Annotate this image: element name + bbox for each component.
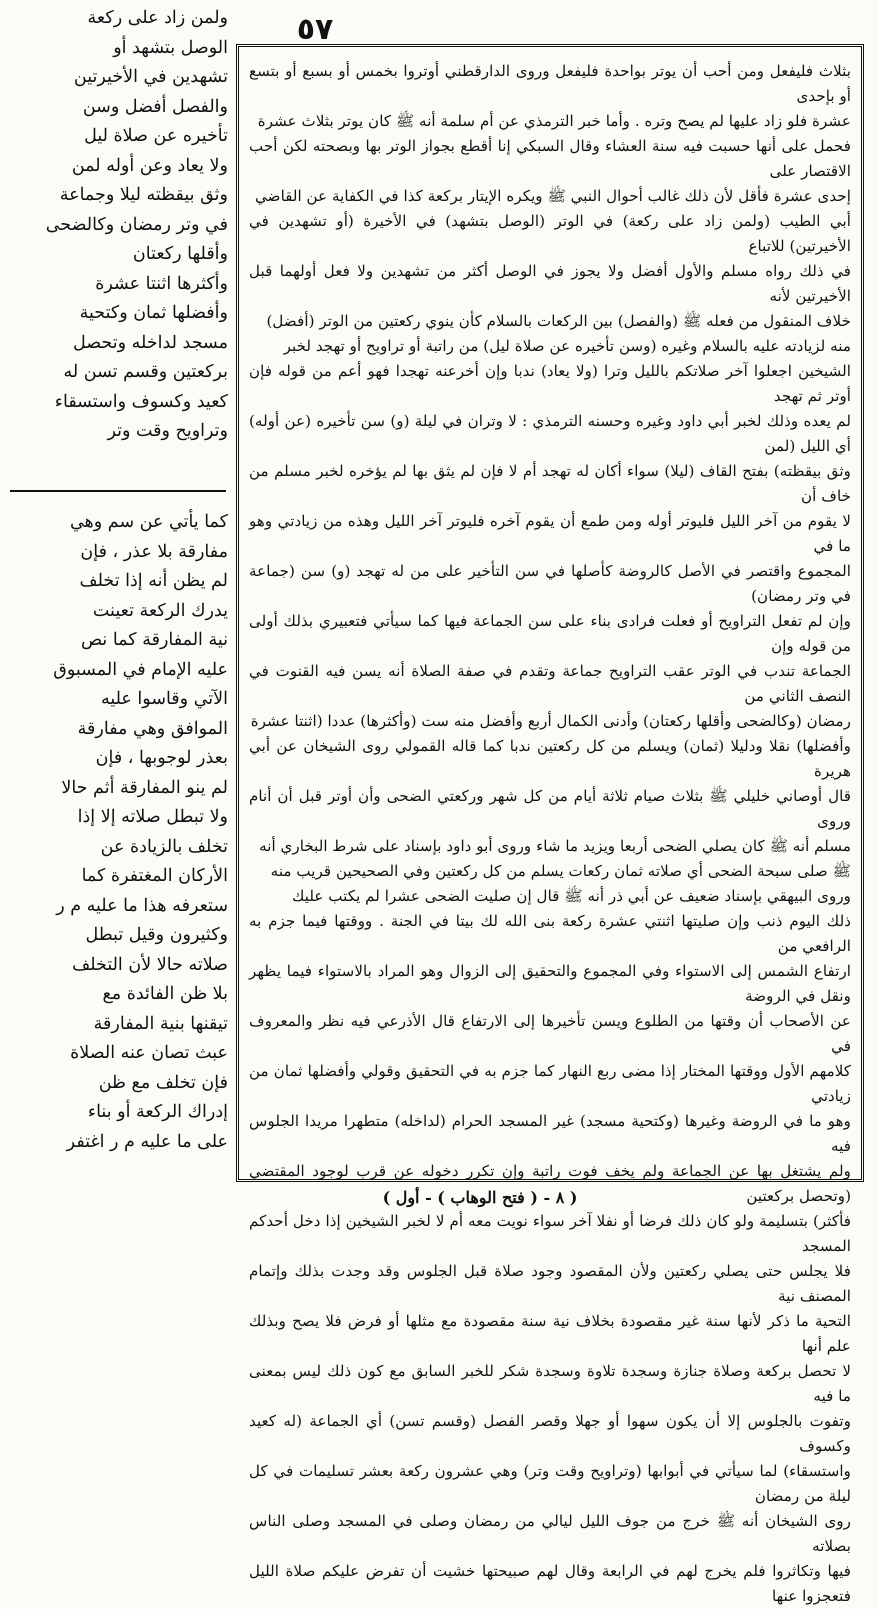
main-line: رمضان (وكالضحى وأقلها ركعتان) وأدنى الكمال أربع وأفضل منه ست (وأكثرها) عددا (اثنتا عشرة — [250, 712, 851, 730]
margin-line: تخلف بالزيادة عن — [100, 836, 228, 857]
main-line: لم يعده وذلك لخبر أبي داود وغيره وحسنه الترمذي : لا وتران في ليلة (و) سن تأخيره (عن أوله) أي الليل (لمن — [249, 412, 851, 455]
margin-line: مفارقة بلا عذر ، فإن — [80, 541, 228, 562]
main-line: ﷺ صلى سبحة الضحى أي صلاته ثمان ركعات يسلم من كل ركعتين وفي الصحيحين قريب منه — [270, 862, 851, 880]
margin-line: وثق بيقظته ليلا وجماعة — [59, 185, 228, 205]
main-line: بثلاث فليفعل ومن أحب أن يوتر بواحدة فليفعل وروى الدارقطني أوتروا بخمس أو بسبع أو بتسع أو بإحدى — [249, 62, 851, 105]
main-line: فيها وتكاثروا فلم يخرج لهم في الرابعة وقال لهم صبيحتها خشيت أن تفرض عليكم صلاة الليل فتعجزوا عنها — [249, 1562, 851, 1605]
main-line: ولم يشتغل بها عن الجماعة ولم يخف فوت راتبة وإن تكرر دخوله عن قرب لوجود المقتضي (وتحصل بركعتين — [249, 1162, 851, 1205]
margin-line: ولمن زاد على ركعة — [87, 8, 228, 28]
margin-line: بعذر لوجوبها ، فإن — [95, 748, 228, 768]
margin-line: وأقلها ركعتان — [132, 244, 228, 264]
main-line: الشيخين اجعلوا آخر صلاتكم بالليل وترا (ولا يعاد) ندبا وإن أخرعنه تهجدا فهو أعم من قوله فإن أوتر ثم تهجد — [249, 362, 851, 405]
margin-line: عبث تصان عنه الصلاة — [70, 1043, 228, 1063]
margin-hashiya-column — [8, 508, 228, 1243]
main-line: خلاف المنقول من فعله ﷺ (والفصل) بين الركعات بالسلام كأن ينوي ركعتين من الوتر (أفضل) — [266, 312, 851, 330]
margin-line: على ما عليه م ر اغتفر — [66, 1131, 228, 1152]
margin-line: ستعرفه هذا ما عليه م ر — [56, 895, 228, 916]
main-line: ذلك اليوم ذنب وإن صليتها اثنتي عشرة ركعة بنى الله لك بيتا في الجنة . ووقتها فيما جزم به الرافعي من — [249, 912, 851, 955]
main-line: روى الشيخان أنه ﷺ خرج من جوف الليل ليالي من رمضان وصلى في المسجد وصلى الناس بصلاته — [249, 1512, 851, 1555]
main-line: عشرة فلو زاد عليها لم يصح وتره . وأما خبر الترمذي عن أم سلمة أنه ﷺ كان يوتر بثلاث عشرة — [257, 112, 851, 130]
margin-line: تشهدين في الأخيرتين — [73, 67, 228, 87]
margin-line: صلاته حالا لأن التخلف — [72, 954, 228, 975]
main-line: ارتفاع الشمس إلى الاستواء وفي المجموع والتحقيق إلى الزوال وهو المراد بالاستواء فيما يظهر ونقل في الروضة — [249, 962, 851, 1005]
main-line: الجماعة تندب في الوتر عقب التراويح جماعة وتقدم في صفة الصلاة أنه يسن فيه القنوت في النصف الثاني من — [249, 662, 851, 705]
margin-line: نية المفارقة كما نص — [80, 630, 228, 650]
main-line: وإن لم تفعل التراويح أو فعلت فرادى بناء على سن الجماعة فيها كما سيأتي فتعبيري بذلك أولى من قوله وإن — [249, 612, 851, 655]
main-line: قال أوصاني خليلي ﷺ بثلاث صيام ثلاثة أيام من كل شهر وركعتي الضحى وأن أوتر قبل أن أنام وروى — [249, 787, 851, 830]
margin-line: كعيد وكسوف واستسقاء — [54, 391, 228, 412]
main-line: مسلم أنه ﷺ كان يصلي الضحى أربعا ويزيد ما شاء وروى أبو داود بإسناد على شرط البخاري أنه — [259, 837, 851, 855]
main-line: لا يقوم من آخر الليل فليوتر أوله ومن طمع أن يقوم آخره فليوتر آخر الليل وهذه من زيادتي وهو ما في — [249, 512, 851, 555]
margin-line: فإن تخلف مع ظن — [98, 1072, 228, 1093]
margin-line: الوصل بتشهد أو — [113, 37, 228, 58]
main-line: لا تحصل بركعة وصلاة جنازة وسجدة تلاوة وسجدة شكر للخبر السابق مع كون ذلك ليس بمعنى ما فيه — [249, 1362, 851, 1405]
main-line: فلا يجلس حتى يصلي ركعتين ولأن المقصود وجود صلاة قبل الجلوس وقد وجدت بذلك وإتمام المصنف نية — [249, 1262, 851, 1305]
margin-line: ولا يعاد وعن أوله لمن — [71, 155, 228, 176]
main-line: وأفضلها) نقلا ودليلا (ثمان) ويسلم من كل ركعتين ندبا كما قاله القمولي روى الشيخان عن أبي هريرة — [249, 737, 851, 780]
margin-line: وأفضلها ثمان وكتحية — [79, 303, 228, 323]
main-line: كلامهم الأول ووقتها المختار إذا مضى ربع النهار كما جزم به في التحقيق وقولي وأفضلها ثمان من زيادتي — [249, 1062, 851, 1105]
main-text-body — [239, 47, 861, 1609]
margin-matn-column — [8, 4, 228, 482]
margin-line: وتراويح وقت وتر — [107, 421, 228, 441]
margin-line: عليه الإمام في المسبوق — [53, 659, 228, 680]
main-line: وهو ما في الروضة وغيرها (وكتحية مسجد) غير المسجد الحرام (لداخله) متطهرا مريدا الجلوس فيه — [249, 1112, 851, 1155]
margin-line: كما يأتي عن سم وهي — [69, 512, 228, 532]
page-number: ٥٧ — [296, 12, 334, 47]
margin-line: والفصل أفضل وسن — [82, 96, 228, 117]
margin-line: إدراك الركعة أو بناء — [87, 1102, 228, 1122]
main-line: فحمل على أنها حسبت فيه سنة العشاء وقال السبكي إنا أقطع بجواز الوتر بها وبصحته لكن أحب الاقتصار على — [249, 137, 851, 180]
main-line: في ذلك رواه مسلم والأول أفضل ولا يجوز في الوصل أكثر من تشهدين ولا فعل أولهما قبل الأخيرتين لأنه — [249, 262, 851, 305]
main-line: وروى البيهقي بإسناد ضعيف عن أبي ذر أنه ﷺ قال إن صليت الضحى عشرا لم يكتب عليك — [291, 887, 851, 905]
margin-line: وأكثرها اثنتا عشرة — [95, 273, 228, 294]
main-line: المجموع واقتصر في الأصل كالروضة كأصلها في سن التأخير على من له تهجد (و) سن (جماعة في وتر رمضان) — [249, 562, 851, 605]
page-footer-signature: ( ٨ - ( فتح الوهاب ) - أول ) — [382, 1188, 578, 1207]
margin-line: لم يظن أنه إذا تخلف — [79, 571, 228, 591]
margin-line: وكثيرون وقيل تبطل — [85, 925, 228, 945]
margin-line: يدرك الركعة تعينت — [92, 600, 228, 621]
main-line: إحدى عشرة فأقل لأن ذلك غالب أحوال النبي ﷺ ويكره الإيتار بركعة كذا في الكفاية عن القاضي — [255, 187, 851, 205]
margin-line: ولا تبطل صلاته إلا إذا — [77, 807, 228, 827]
margin-line: الأركان المغتفرة كما — [81, 866, 228, 886]
margin-line: تأخيره عن صلاة ليل — [84, 126, 228, 146]
main-line: وثق بيقظته) بفتح القاف (ليلا) سواء أكان له تهجد أم لا فإن لم يثق بها لم يؤخره لخبر مسلم من خاف أن — [249, 462, 851, 505]
main-line: منه لزيادته عليه بالسلام وغيره (وسن تأخيره عن صلاة ليل) من راتبة أو تراويح أو تهجد لخبر — [283, 337, 851, 355]
margin-line: الآتي وقاسوا عليه — [100, 689, 228, 709]
margin-line: بلا ظن الفائدة مع — [102, 984, 228, 1004]
margin-line: تيقنها بنية المفارقة — [93, 1013, 228, 1034]
main-line: التحية ما ذكر لأنها سنة غير مقصودة بخلاف نية سنة مقصودة مع مثلها أو فرض فلا يصح وبذلك علم أنها — [249, 1312, 851, 1355]
margin-line: مسجد لداخله وتحصل — [72, 332, 228, 353]
margin-divider — [10, 490, 226, 492]
main-line: عن الأصحاب أن وقتها من الطلوع ويسن تأخيرها إلى الارتفاع قال الأذرعي فيه نظر والمعروف في — [249, 1012, 851, 1055]
margin-line: الموافق وهي مفارقة — [77, 718, 228, 739]
main-line: وتفوت بالجلوس إلا أن يكون سهوا أو جهلا وقصر الفصل (وقسم تسن) أي الجماعة (له كعيد وكسوف — [249, 1412, 851, 1455]
margin-line: في وتر رمضان وكالضحى — [45, 214, 228, 235]
margin-line: بركعتين وقسم تسن له — [63, 362, 228, 382]
main-line: فأكثر) بتسليمة ولو كان ذلك فرضا أو نفلا آخر سواء نويت معه أم لا لخبر الشيخين إذا دخل أحدكم المسجد — [249, 1212, 851, 1255]
margin-line: لم ينو المفارقة أثم حالا — [61, 777, 228, 798]
main-line: واستسقاء) لما سيأتي في أبوابها (وتراويح وقت وتر) وهي عشرون ركعة بعشر تسليمات في كل ليلة من رمضان — [249, 1462, 851, 1505]
main-line: أبي الطيب (ولمن زاد على ركعة) في الوتر (الوصل بتشهد) في الأخيرة (أو تشهدين في الأخيرتين) للاتباع — [249, 212, 851, 255]
